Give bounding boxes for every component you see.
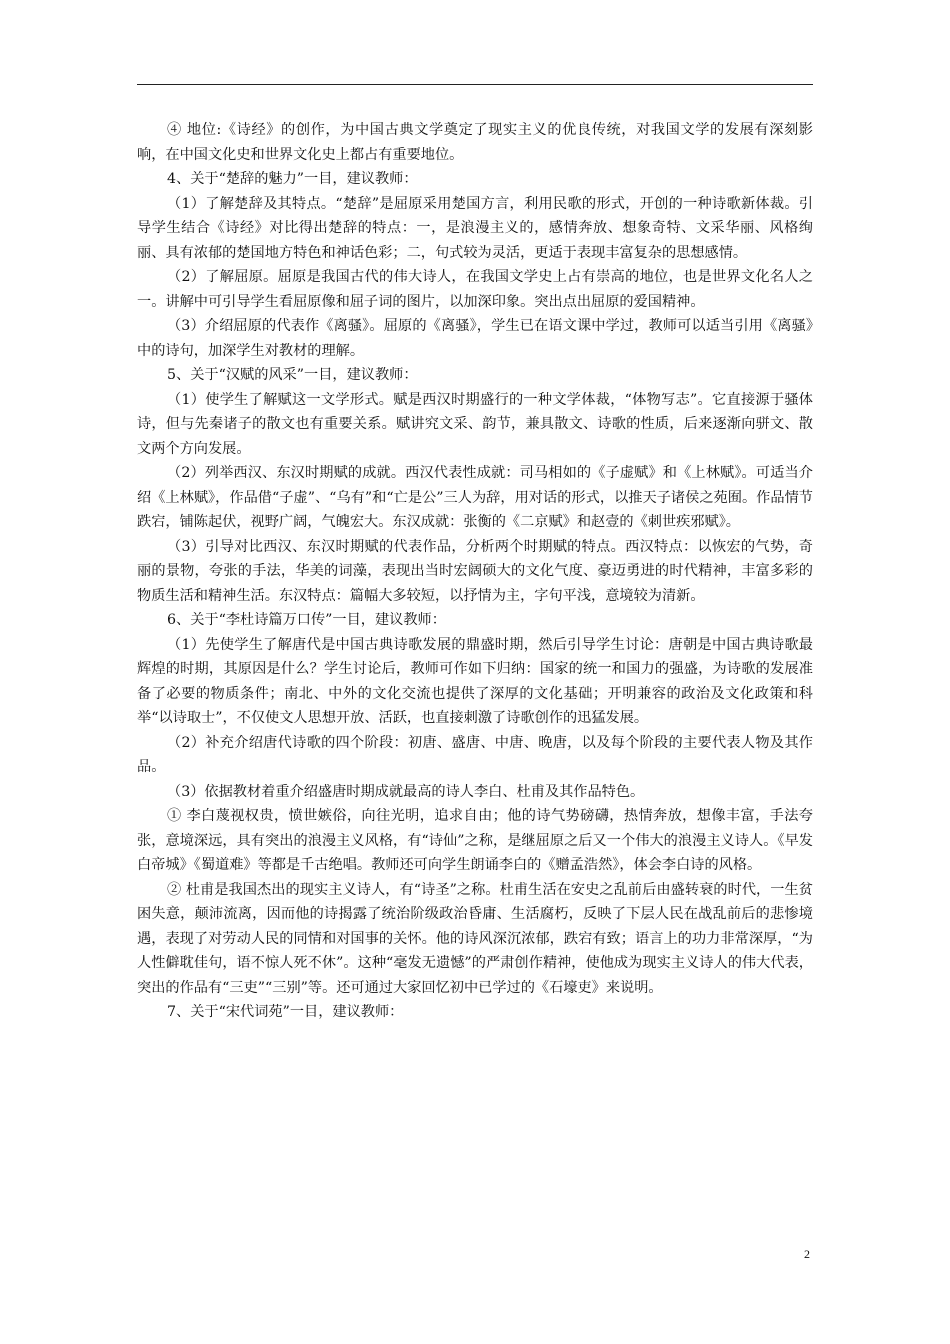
paragraph-fu-form: （1）使学生了解赋这一文学形式。赋是西汉时期盛行的一种文学体裁，“体物写志”。它直接源于骚体诗，但与先秦诸子的散文也有重要关系。赋讲究文采、韵节，兼具散文、诗歌的性质，后来逐渐向骈文、散文两个方向发展。	[137, 391, 813, 457]
paragraph-li-bai: ① 李白蔑视权贵，愤世嫉俗，向往光明，追求自由；他的诗气势磅礴，热情奔放，想像丰富，手法夸张，意境深远，具有突出的浪漫主义风格，有“诗仙”之称，是继屈原之后又一个伟大的浪漫主义诗人。《早发白帝城》《蜀道难》等都是千古绝唱。教师还可向学生朗诵李白的《赠孟浩然》，体会李白诗的风格。	[137, 808, 813, 873]
paragraph-du-fu: ② 杜甫是我国杰出的现实主义诗人，有“诗圣”之称。杜甫生活在安史之乱前后由盛转衰的时代，一生贫困失意，颠沛流离，因而他的诗揭露了统治阶级政治昏庸、生活腐朽，反映了下层人民在战乱前后的悲惨境遇，表现了对劳动人民的同情和对国事的关怀。他的诗风深沉浓郁，跌宕有致；语言上的功力非常深厚，“为人性僻耽佳句，语不惊人死不休”。这种“毫发无遗憾”的严肃创作精神，使他成为现实主义诗人的伟大代表，突出的作品有“三吏”“三别”等。还可通过大家回忆初中已学过的《石壕吏》来说明。	[137, 881, 813, 996]
paragraph-tang-poetry: （1）先使学生了解唐代是中国古典诗歌发展的鼎盛时期，然后引导学生讨论：唐朝是中国古典诗歌最辉煌的时期，其原因是什么？学生讨论后，教师可作如下归纳：国家的统一和国力的强盛，为诗歌的发展准备了必要的物质条件；南北、中外的文化交流也提供了深厚的文化基础；开明兼容的政治及文化政策和科举“以诗取士”，不仅使文人思想开放、活跃，也直接刺激了诗歌创作的迅猛发展。	[137, 636, 813, 726]
body-text	[137, 118, 813, 1025]
header-rule	[137, 84, 813, 85]
page-number: 2	[804, 1247, 810, 1261]
paragraph-fu-comparison: （3）引导对比西汉、东汉时期赋的代表作品，分析两个时期赋的特点。西汉特点：以恢宏的气势，奇丽的景物，夸张的手法，华美的词藻，表现出当时宏阔硕大的文化气度、豪迈勇进的时代精神，丰富多彩的物质生活和精神生活。东汉特点：篇幅大多较短，以抒情为主，字句平浅，意境较为清新。	[137, 538, 813, 604]
heading-chuci: 4、关于“楚辞的魅力”一目，建议教师：	[167, 171, 418, 187]
heading-hanfu: 5、关于“汉赋的风采”一目，建议教师：	[167, 367, 418, 383]
paragraph-four-stages: （2）补充介绍唐代诗歌的四个阶段：初唐、盛唐、中唐、晚唐，以及每个阶段的主要代表人物及其作品。	[137, 734, 813, 775]
paragraph-quyuan: （2）了解屈原。屈原是我国古代的伟大诗人，在我国文学史上占有崇高的地位，也是世界文化名人之一。讲解中可引导学生看屈原像和屈子词的图片，以加深印象。突出点出屈原的爱国精神。	[137, 269, 813, 310]
heading-song-ci: 7、关于“宋代词苑”一目，建议教师：	[167, 1004, 404, 1020]
heading-li-du: 6、关于“李杜诗篇万口传”一目，建议教师：	[167, 612, 446, 628]
paragraph-li-du-intro: （3）依据教材着重介绍盛唐时期成就最高的诗人李白、杜甫及其作品特色。	[167, 783, 645, 800]
paragraph-fu-achievements: （2）列举西汉、东汉时期赋的成就。西汉代表性成就：司马相如的《子虚赋》和《上林赋》。可适当介绍《上林赋》，作品借“子虚”、“乌有”和“亡是公”三人为辞，用对话的形式，以推天子诸侯之苑囿。作品情节跌宕，铺陈起伏，视野广阔，气魄宏大。东汉成就：张衡的《二京赋》和赵壹的《刺世疾邪赋》。	[137, 465, 813, 530]
paragraph-position-of-shijing: ④ 地位:《诗经》的创作，为中国古典文学奠定了现实主义的优良传统，对我国文学的发展有深刻影响，在中国文化史和世界文化史上都占有重要地位。	[137, 122, 813, 163]
paragraph-lisao: （3）介绍屈原的代表作《离骚》。屈原的《离骚》，学生已在语文课中学过，教师可以适当引用《离骚》中的诗句，加深学生对教材的理解。	[137, 318, 813, 359]
paragraph-chuci-features: （1）了解楚辞及其特点。“楚辞”是屈原采用楚国方言，利用民歌的形式，开创的一种诗歌新体裁。引导学生结合《诗经》对比得出楚辞的特点：一，是浪漫主义的，感情奔放、想象奇特、文采华丽、风格绚丽、具有浓郁的楚国地方特色和神话色彩；二，句式较为灵活，更适于表现丰富复杂的思想感情。	[137, 195, 813, 261]
